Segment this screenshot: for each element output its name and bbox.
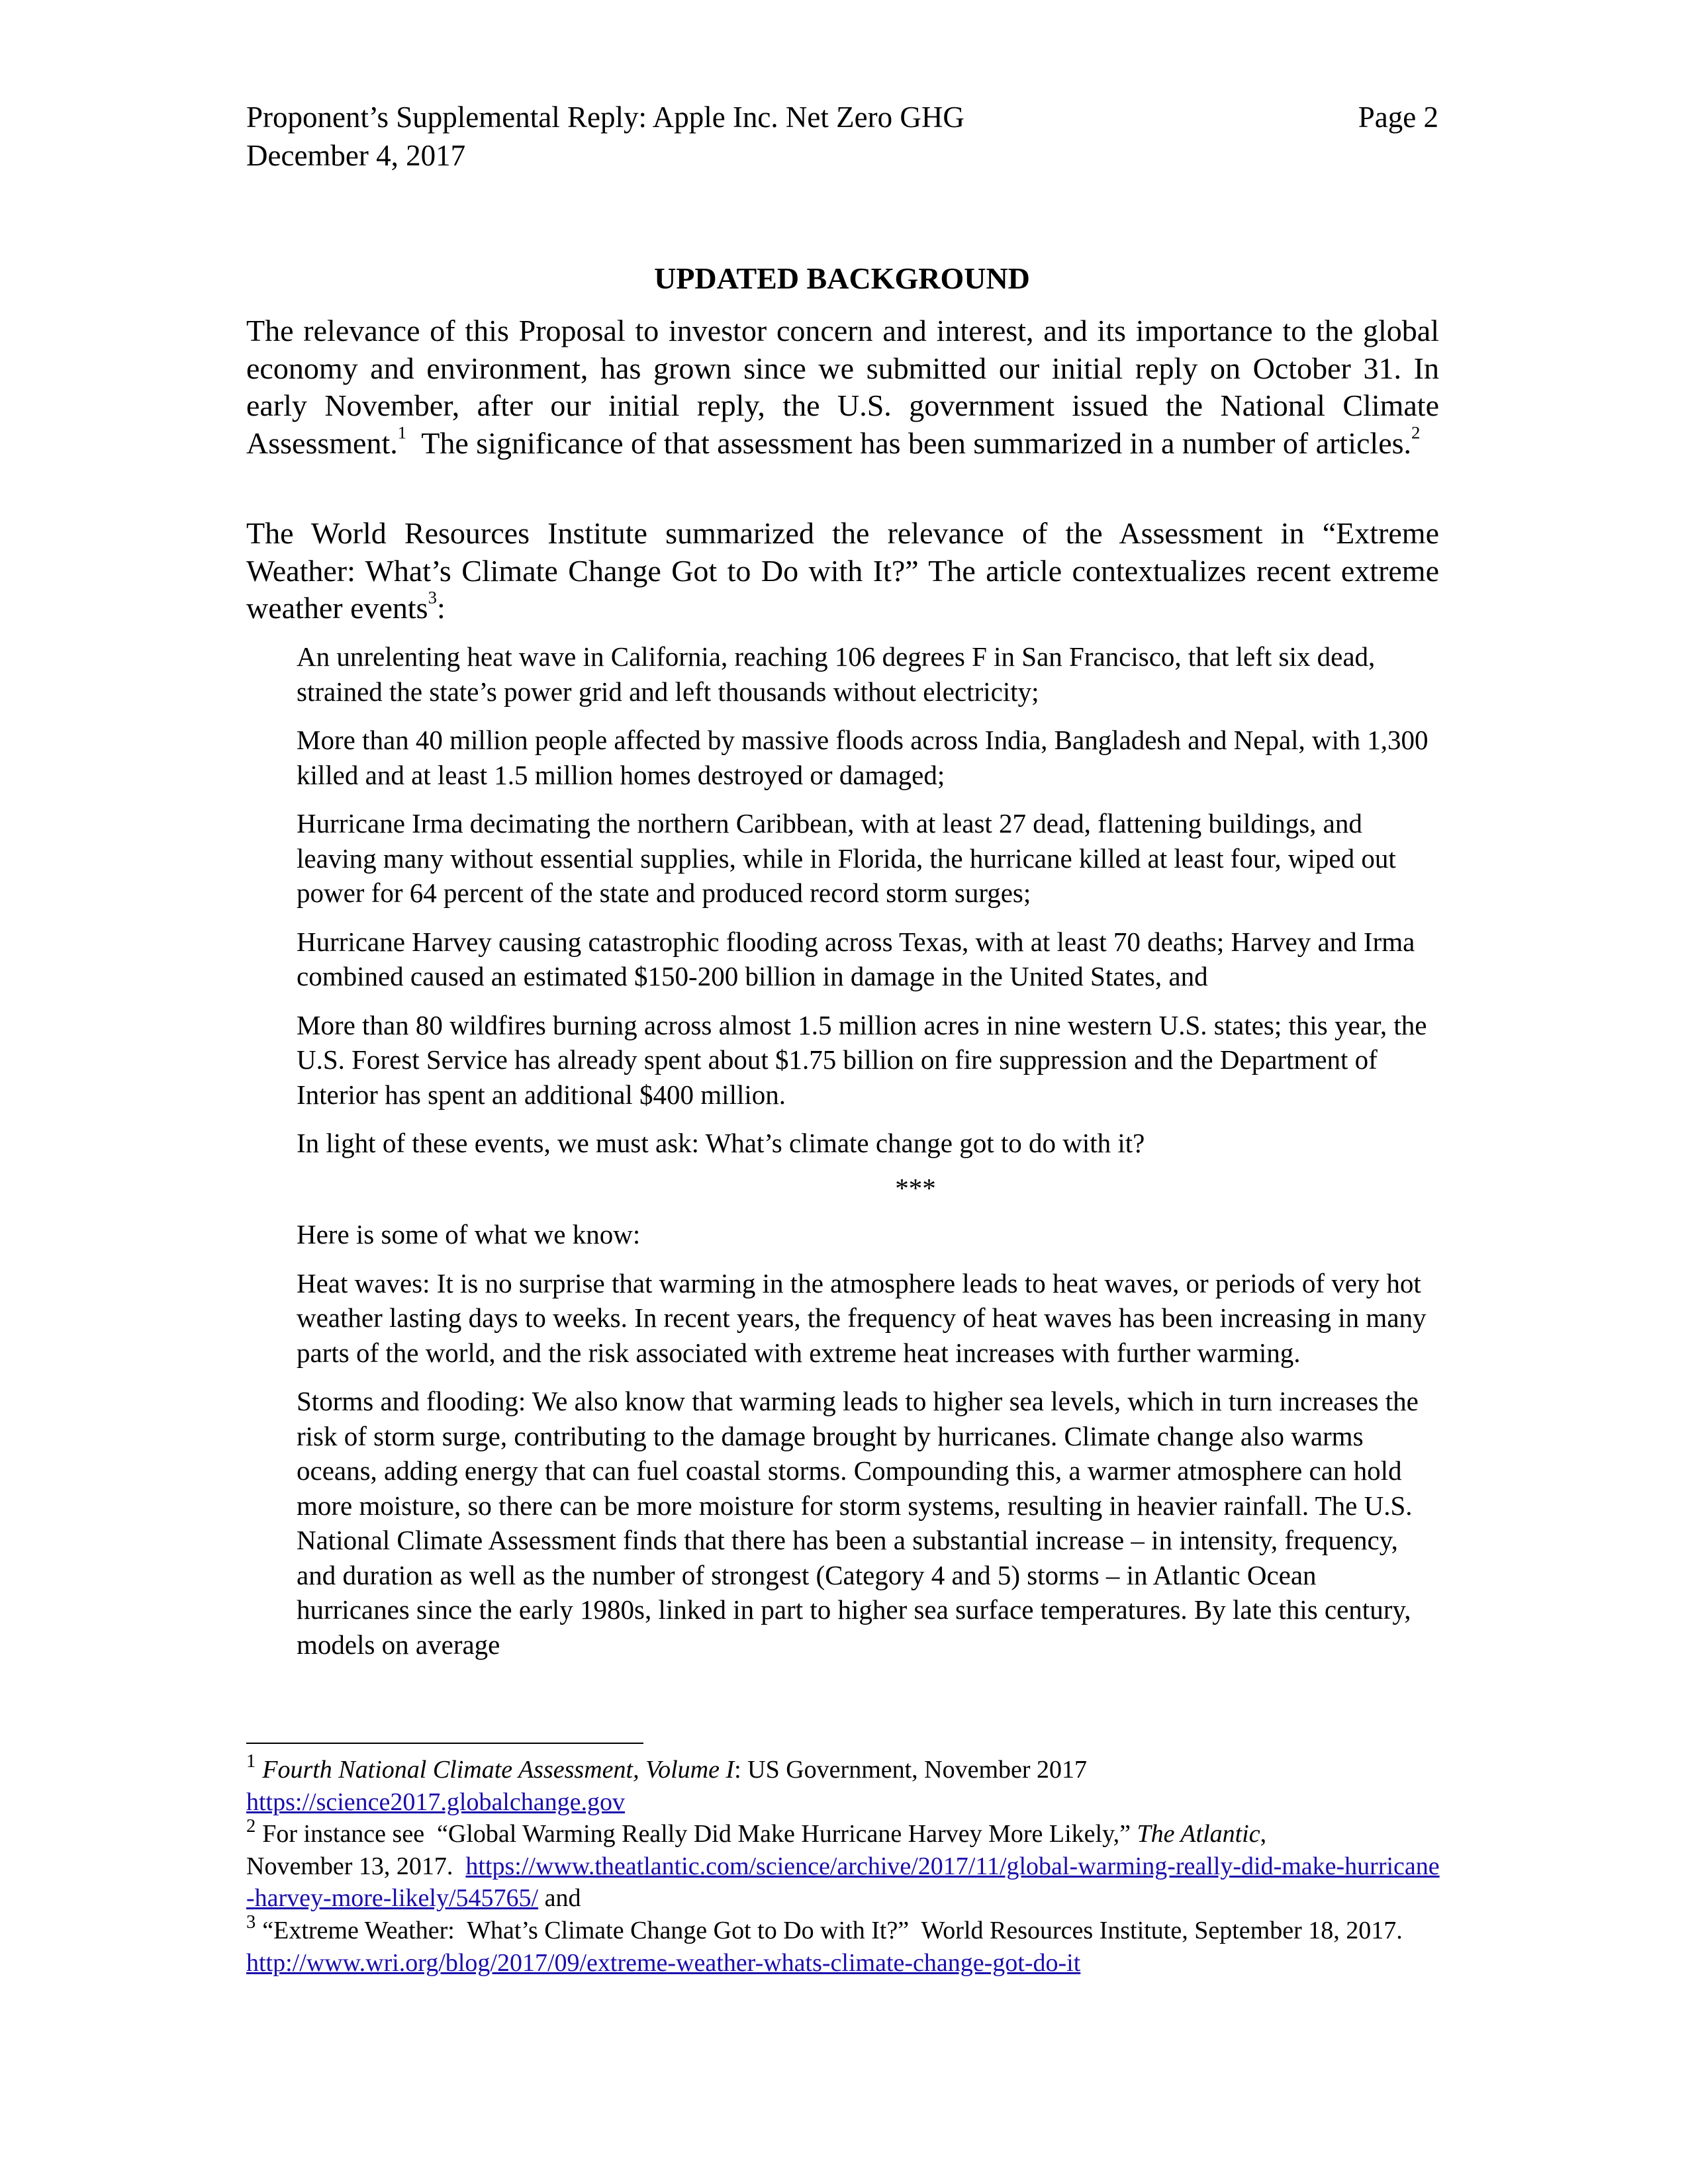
footnote-2-link[interactable]: https://www.theatlantic.com/science/archive/2017/11/global-warming-really-did-make-hurricane-harvey-more-likely/545765/ xyxy=(246,1852,1440,1913)
page-header xyxy=(246,98,1372,175)
footnote-2-publication: The Atlantic xyxy=(1137,1820,1260,1848)
footnote-1-title: Fourth National Climate Assessment, Volume I xyxy=(262,1756,735,1784)
block-quote xyxy=(297,639,1435,1676)
footnote-ref-2[interactable]: 2 xyxy=(1411,422,1421,443)
footnote-2-after: , xyxy=(1260,1820,1267,1848)
background-paragraph-1 xyxy=(246,312,1439,463)
footnote-2-lead: For instance see “Global Warming Really Did Make Hurricane Harvey More Likely,” xyxy=(262,1820,1137,1848)
header-title: Proponent’s Supplemental Reply: Apple Inc. Net Zero GHG xyxy=(246,101,964,134)
quote-item: An unrelenting heat wave in California, reaching 106 degrees F in San Francisco, that left six dead, strained the state’s power grid and left thousands without electricity; xyxy=(297,641,1376,707)
footnote-2-tail: and xyxy=(538,1884,581,1913)
quote-intro: Here is some of what we know: xyxy=(297,1219,641,1250)
page-number: Page 2 xyxy=(1358,101,1438,134)
para2-text: The World Resources Institute summarized the relevance of the Assessment in “Extreme Weather: What’s Climate Change Got to Do with It?” The article contextualizes recent extreme weather events xyxy=(246,516,1439,625)
quote-item: Hurricane Irma decimating the northern Caribbean, with at least 27 dead, flattening buildings, and leaving many without essential supplies, while in Florida, the hurricane killed at least four, wiped out power for 64 percent of the state and produced record storm surges; xyxy=(297,808,1396,908)
quote-item: More than 80 wildfires burning across almost 1.5 million acres in nine western U.S. states; this year, the U.S. Forest Service has already spent about $1.75 billion on fire suppression and the Department of Interior has spent an additional $400 million. xyxy=(297,1009,1427,1110)
background-paragraph-2 xyxy=(246,515,1439,627)
header-date: December 4, 2017 xyxy=(246,139,466,172)
footnote-1-rest: : US Government, November 2017 xyxy=(734,1756,1088,1784)
footnote-divider xyxy=(246,1743,643,1744)
footnote-ref-3[interactable]: 3 xyxy=(428,587,437,608)
section-title: UPDATED BACKGROUND xyxy=(654,261,1030,295)
quote-storms: Storms and flooding: We also know that warming leads to higher sea levels, which in turn increases the risk of storm surge, contributing to the damage brought by hurricanes. Climate change also warms oceans, adding energy that can fuel coastal storms. Compounding this, a warmer atmosphere can hold more moisture, so there can be more moisture for storm systems, resulting in heavier rainfall. The U.S. National Climate Assessment finds that there has been a substantial increase – in intensity, frequency, and duration as well as the number of strongest (Category 4 and 5) storms – in Atlantic Ocean hurricanes since the early 1980s, linked in part to higher sea surface temperatures. By late this century, models on average xyxy=(297,1386,1419,1660)
footnote-1-number: 1 xyxy=(246,1751,256,1772)
para1-text-b: The significance of that assessment has been summarized in a number of articles. xyxy=(406,426,1412,461)
quote-item: More than 40 million people affected by massive floods across India, Bangladesh and Nepal, with 1,300 killed and at least 1.5 million homes destroyed or damaged; xyxy=(297,725,1429,790)
quote-item: In light of these events, we must ask: What’s climate change got to do with it? xyxy=(297,1128,1145,1158)
footnote-1-link[interactable]: https://science2017.globalchange.gov xyxy=(246,1788,625,1816)
quote-heat-waves: Heat waves: It is no surprise that warming in the atmosphere leads to heat waves, or periods of very hot weather lasting days to weeks. In recent years, the frequency of heat waves has been increasing in many parts of the world, and the risk associated with extreme heat increases with further warming. xyxy=(297,1267,1427,1368)
para2-tail: : xyxy=(436,591,445,625)
para1-text: The relevance of this Proposal to investor concern and interest, and its importance to the global economy and environment, has grown since we submitted our initial reply on October 31. In early November, after our initial reply, the U.S. government issued the National Climate Assessment. xyxy=(246,314,1439,461)
footnote-ref-1[interactable]: 1 xyxy=(397,422,407,443)
footnote-2-number: 2 xyxy=(246,1815,256,1837)
quote-item: Hurricane Harvey causing catastrophic flooding across Texas, with at least 70 deaths; Harvey and Irma combined caused an estimated $150-200 billion in damage in the United States, and xyxy=(297,926,1415,991)
footnote-3-number: 3 xyxy=(246,1912,256,1933)
footnote-3-text: “Extreme Weather: What’s Climate Change Got to Do with It?” World Resources Institute, September 18, 2017. xyxy=(262,1916,1415,1944)
footnote-3 xyxy=(246,1912,1444,1979)
footnote-2-date: November 13, 2017. xyxy=(246,1852,466,1880)
footnote-3-link[interactable]: http://www.wri.org/blog/2017/09/extreme-weather-whats-climate-change-got-do-it xyxy=(246,1948,1081,1977)
footnote-2 xyxy=(246,1815,1444,1915)
footnotes xyxy=(246,1751,1444,1979)
section-separator: *** xyxy=(895,1172,936,1203)
footnote-1 xyxy=(246,1751,1444,1818)
